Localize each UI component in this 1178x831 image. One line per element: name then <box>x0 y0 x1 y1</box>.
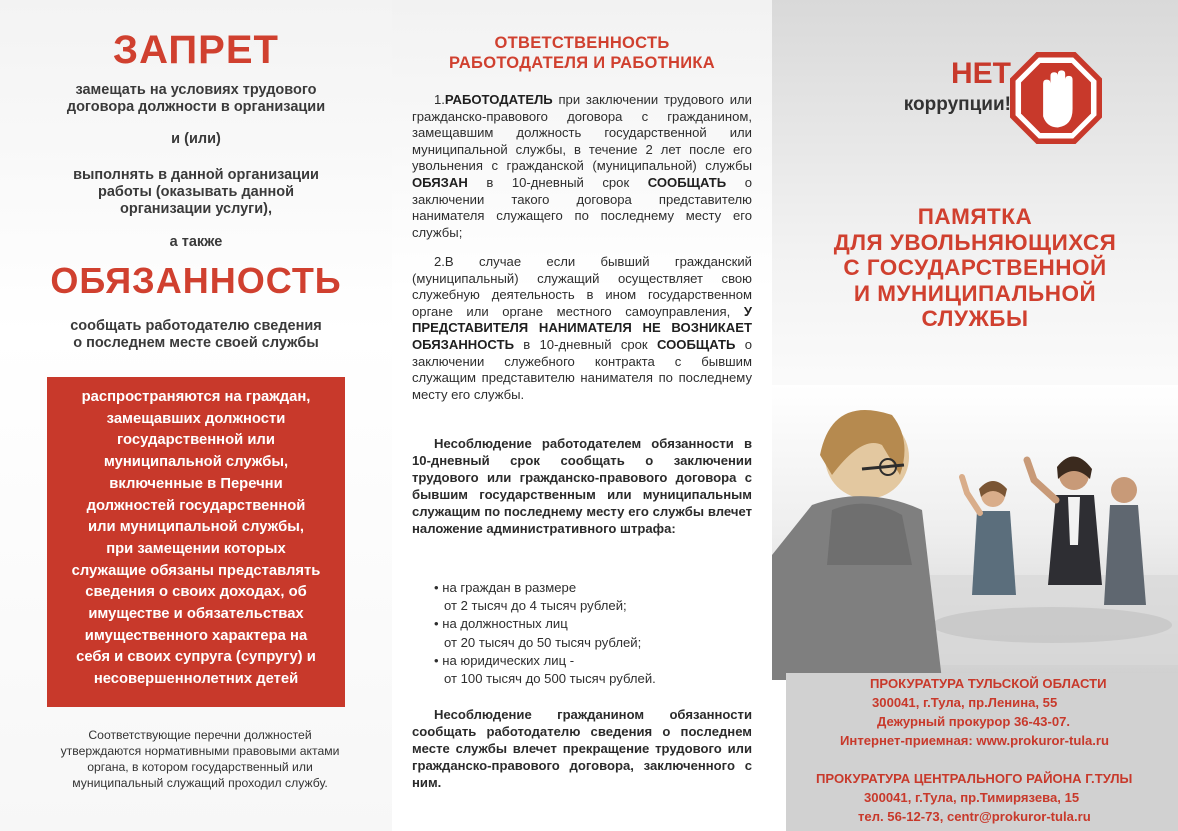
address-regional: 300041, г.Тула, пр.Ленина, 55 <box>872 695 1058 710</box>
citizen-penalty-text: Несоблюдение гражданином обязанности сообщать работодателю сведения о последнем месте службы влечет прекращение трудового или гражданско-правового договора, заключенного с ним. <box>412 707 752 790</box>
bold-report: СООБЩАТЬ <box>656 336 736 352</box>
address-central: 300041, г.Тула, пр.Тимирязева, 15 <box>864 790 1080 805</box>
also-text: а также <box>169 234 223 250</box>
office-people-photo <box>772 385 1178 680</box>
ban-text-2: выполнять в данной организации работы (оказывать данной организации услуги), <box>73 167 319 217</box>
and-or-text: и (или) <box>171 131 221 147</box>
duty-phone: Дежурный прокурор 36-43-07. <box>877 714 1071 729</box>
bold-obliged: ОБЯЗАН <box>412 174 468 190</box>
item-number: 1. <box>434 92 445 107</box>
contact-block <box>786 673 1178 831</box>
bold-employer: РАБОТОДАТЕЛЬ <box>444 92 553 107</box>
bold-report: СООБЩАТЬ <box>647 174 727 190</box>
org-central-district: ПРОКУРАТУРА ЦЕНТРАЛЬНОГО РАЙОНА Г.ТУЛЫ <box>816 771 1133 786</box>
brochure-title: ПАМЯТКА ДЛЯ УВОЛЬНЯЮЩИХСЯ С ГОСУДАРСТВЕННОЙ И МУНИЦИПАЛЬНОЙ СЛУЖБЫ <box>833 204 1117 331</box>
text-segment: в 10-дневный срок <box>513 336 657 352</box>
ban-text-1: замещать на условиях трудового договора должности в организации <box>66 82 326 115</box>
logo-corruption-text: коррупции! <box>903 94 1011 115</box>
fine-value: от 100 тысяч до 500 тысяч рублей. <box>444 671 656 687</box>
text-segment: при заключении трудового или гражданско-правового договора с гражданином, замещавшим должность государственной или муниципальной службы, в течение 2 лет после его увольнения с гражданской (муниципальной) службы <box>412 92 752 174</box>
web-reception: Интернет-приемная: www.prokuror-tula.ru <box>840 733 1110 748</box>
item-number: 2. <box>434 254 445 269</box>
fine-item: • на юридических лиц - <box>434 652 575 668</box>
paragraph-former-servant <box>412 254 752 403</box>
duty-title: ОБЯЗАННОСТЬ <box>50 260 342 301</box>
info-red-box <box>47 377 345 707</box>
ban-title: ЗАПРЕТ <box>113 28 279 72</box>
middle-panel <box>392 0 772 831</box>
fine-item: • на граждан в размере <box>434 580 577 595</box>
cover-panel <box>772 0 1178 831</box>
fine-value: от 20 тысяч до 50 тысяч рублей; <box>444 634 642 650</box>
text-segment: о заключении такого договора представителю нанимателя служащего по последнему месту его службы; <box>412 174 753 240</box>
fines-list <box>434 579 744 688</box>
fine-item: • на должностных лиц <box>434 616 568 632</box>
bold-no-duty: У ПРЕДСТАВИТЕЛЯ НАНИМАТЕЛЯ НЕ ВОЗНИКАЕТ ОБЯЗАННОСТЬ <box>412 303 752 352</box>
employer-penalty-text: Несоблюдение работодателем обязанности в 10-дневный срок сообщать о заключении трудового или гражданско-правового договора с бывшим государственным или муниципальным служащим по последнему месту его службы влечет наложение административного штрафа: <box>412 436 752 536</box>
duty-text: сообщать работодателю сведения о последнем месте своей службы <box>70 318 322 351</box>
text-segment: в 10-дневный срок <box>467 174 648 190</box>
text-segment: В случае если бывший гражданский (муниципальный) служащий осуществляет свою служебную деятельность в ином государственном органе или органе местного самоуправления, <box>412 254 752 319</box>
phone-email-central: тел. 56-12-73, centr@prokuror-tula.ru <box>858 809 1091 824</box>
footnote: Соответствующие перечни должностей утверждаются нормативными правовыми актами органа, в котором государственный или муниципальный служащий проходил службу. <box>60 728 340 790</box>
responsibility-title: ОТВЕТСТВЕННОСТЬ РАБОТОДАТЕЛЯ И РАБОТНИКА <box>448 34 716 72</box>
fine-value: от 2 тысяч до 4 тысяч рублей; <box>444 598 627 614</box>
logo-net-text: НЕТ <box>951 57 1011 90</box>
red-box-text: распространяются на граждан, замещавших должности государственной или муниципальной службы, включенные в Перечни должностей государственной или муниципальной службы, при замещении которых служащие обязаны представлять сведения о своих доходах, об имуществе и обязательствах имущественного характера на себя и своих супруга (супругу) и несовершеннолетних детей <box>71 389 321 688</box>
paragraph-employer <box>412 92 752 241</box>
stop-hand-icon <box>1010 52 1102 144</box>
text-segment: о заключении служебного контракта с бывшим служащим представителю нанимателя по последнему месту его службы. <box>412 336 752 402</box>
org-regional-prosecutor: ПРОКУРАТУРА ТУЛЬСКОЙ ОБЛАСТИ <box>870 676 1107 691</box>
left-panel <box>0 0 392 831</box>
